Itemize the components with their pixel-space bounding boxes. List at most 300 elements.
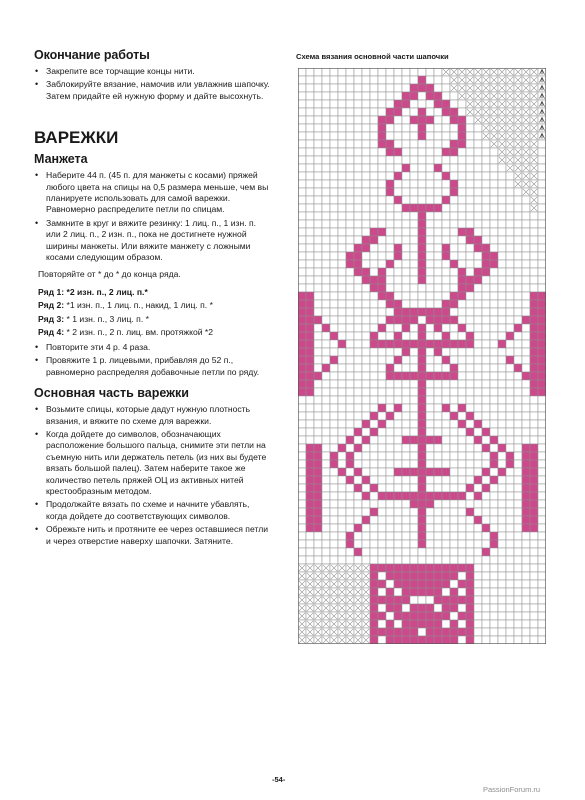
chart-cell (514, 316, 522, 324)
chart-cell (386, 452, 394, 460)
chart-cell (458, 452, 466, 460)
chart-cell (386, 180, 394, 188)
chart-cell (450, 252, 458, 260)
chart-cell (418, 340, 426, 348)
chart-cell (338, 300, 346, 308)
chart-cell (394, 484, 402, 492)
chart-cell (482, 212, 490, 220)
chart-cell (482, 340, 490, 348)
chart-cell (482, 476, 490, 484)
chart-cell (522, 284, 530, 292)
chart-cell (498, 164, 506, 172)
chart-cell (402, 356, 410, 364)
chart-cell (362, 492, 370, 500)
chart-cell (322, 436, 330, 444)
chart-cell (498, 332, 506, 340)
chart-cell (466, 332, 474, 340)
chart-cell (514, 596, 522, 604)
chart-cell (362, 332, 370, 340)
chart-cell (314, 324, 322, 332)
chart-cell (298, 100, 306, 108)
chart-cell (394, 548, 402, 556)
chart-cell (370, 572, 378, 580)
chart-cell (362, 388, 370, 396)
chart-cell (378, 348, 386, 356)
chart-cell (442, 316, 450, 324)
chart-cell (394, 380, 402, 388)
chart-cell (466, 156, 474, 164)
chart-cell (394, 580, 402, 588)
chart-cell (330, 340, 338, 348)
chart-cell (466, 548, 474, 556)
chart-cell (490, 396, 498, 404)
chart-cell (442, 116, 450, 124)
chart-cell (410, 116, 418, 124)
chart-cell (354, 492, 362, 500)
chart-cell (442, 628, 450, 636)
chart-cell (402, 388, 410, 396)
chart-cell (426, 516, 434, 524)
chart-cell (490, 484, 498, 492)
chart-cell (370, 220, 378, 228)
chart-cell (506, 484, 514, 492)
chart-cell (538, 524, 546, 532)
chart-cell (298, 388, 306, 396)
chart-cell (530, 236, 538, 244)
chart-cell (522, 564, 530, 572)
chart-cell (330, 156, 338, 164)
chart-cell (298, 468, 306, 476)
chart-cell (378, 412, 386, 420)
chart-cell (466, 228, 474, 236)
chart-cell (306, 524, 314, 532)
chart-cell (346, 284, 354, 292)
chart-cell (322, 76, 330, 84)
chart-cell (314, 68, 322, 76)
chart-cell (458, 556, 466, 564)
chart-cell (338, 132, 346, 140)
chart-cell (490, 188, 498, 196)
chart-cell (322, 420, 330, 428)
chart-cell (434, 548, 442, 556)
chart-cell (434, 596, 442, 604)
chart-cell (434, 236, 442, 244)
chart-cell (410, 180, 418, 188)
chart-cell (466, 564, 474, 572)
chart-cell (490, 172, 498, 180)
chart-cell (346, 356, 354, 364)
chart-cell (306, 292, 314, 300)
chart-cell (514, 532, 522, 540)
chart-cell (514, 188, 522, 196)
chart-cell (498, 276, 506, 284)
chart-cell (466, 164, 474, 172)
chart-cell (354, 220, 362, 228)
cuff-title: Манжета (34, 152, 88, 167)
chart-cell (370, 500, 378, 508)
chart-cell (394, 228, 402, 236)
chart-cell (426, 436, 434, 444)
chart-cell (298, 300, 306, 308)
chart-cell (338, 548, 346, 556)
chart-cell (386, 532, 394, 540)
main-part-list (34, 404, 272, 547)
chart-cell (298, 204, 306, 212)
chart-cell (458, 316, 466, 324)
chart-cell (386, 500, 394, 508)
chart-cell (322, 484, 330, 492)
chart-cell (298, 532, 306, 540)
chart-cell (394, 404, 402, 412)
chart-cell (386, 364, 394, 372)
chart-cell (298, 324, 306, 332)
chart-cell (394, 100, 402, 108)
chart-cell (378, 596, 386, 604)
chart-cell (362, 380, 370, 388)
chart-cell (418, 172, 426, 180)
chart-cell (434, 84, 442, 92)
main-part-title: Основная часть варежки (34, 386, 189, 401)
chart-cell (426, 236, 434, 244)
chart-cell (426, 492, 434, 500)
chart-cell (474, 268, 482, 276)
chart-cell (410, 556, 418, 564)
chart-cell (330, 380, 338, 388)
chart-cell (514, 612, 522, 620)
chart-cell (490, 596, 498, 604)
chart-cell (330, 444, 338, 452)
chart-cell (426, 76, 434, 84)
chart-cell (522, 444, 530, 452)
chart-cell (306, 220, 314, 228)
chart-cell (354, 212, 362, 220)
chart-cell (298, 212, 306, 220)
chart-cell (418, 284, 426, 292)
chart-cell (450, 428, 458, 436)
chart-cell (426, 404, 434, 412)
chart-cell (394, 252, 402, 260)
chart-cell (330, 388, 338, 396)
chart-cell (538, 292, 546, 300)
chart-cell (314, 116, 322, 124)
chart-cell (322, 396, 330, 404)
chart-cell (298, 172, 306, 180)
chart-cell (442, 420, 450, 428)
chart-cell (346, 396, 354, 404)
chart-cell (442, 548, 450, 556)
chart-cell (466, 508, 474, 516)
chart-cell (306, 164, 314, 172)
chart-cell (354, 396, 362, 404)
chart-cell (314, 108, 322, 116)
chart-cell (346, 460, 354, 468)
chart-cell (410, 148, 418, 156)
chart-cell (522, 300, 530, 308)
chart-cell (298, 92, 306, 100)
chart-cell (506, 364, 514, 372)
chart-cell (482, 460, 490, 468)
chart-cell (522, 460, 530, 468)
chart-cell (322, 68, 330, 76)
chart-cell (378, 620, 386, 628)
chart-cell (410, 124, 418, 132)
chart-cell (402, 612, 410, 620)
chart-cell (378, 332, 386, 340)
chart-cell (418, 140, 426, 148)
chart-cell (410, 348, 418, 356)
chart-cell (322, 172, 330, 180)
chart-cell (402, 308, 410, 316)
chart-cell (378, 148, 386, 156)
chart-cell (338, 76, 346, 84)
chart-cell (330, 148, 338, 156)
chart-cell (298, 252, 306, 260)
chart-cell (514, 228, 522, 236)
chart-cell (458, 140, 466, 148)
chart-cell (370, 556, 378, 564)
chart-cell (410, 404, 418, 412)
chart-cell (330, 100, 338, 108)
chart-cell (442, 380, 450, 388)
chart-cell (314, 140, 322, 148)
chart-cell (418, 300, 426, 308)
chart-cell (314, 292, 322, 300)
chart-cell (346, 508, 354, 516)
chart-cell (498, 300, 506, 308)
chart-cell (362, 180, 370, 188)
chart-cell (434, 500, 442, 508)
chart-cell (330, 316, 338, 324)
chart-cell (506, 500, 514, 508)
chart-cell (426, 540, 434, 548)
chart-cell (394, 596, 402, 604)
chart-cell (426, 420, 434, 428)
chart-cell (306, 356, 314, 364)
chart-cell (418, 276, 426, 284)
chart-cell (370, 404, 378, 412)
chart-cell (306, 204, 314, 212)
chart-cell (442, 100, 450, 108)
chart-cell (402, 428, 410, 436)
chart-cell (450, 476, 458, 484)
chart-cell (362, 212, 370, 220)
chart-cell (498, 524, 506, 532)
chart-cell (354, 300, 362, 308)
chart-cell (442, 372, 450, 380)
chart-cell (538, 180, 546, 188)
chart-cell (346, 340, 354, 348)
chart-cell (354, 364, 362, 372)
chart-cell (330, 420, 338, 428)
chart-cell (506, 524, 514, 532)
chart-cell (426, 332, 434, 340)
chart-cell (466, 556, 474, 564)
chart-cell (442, 92, 450, 100)
chart-cell (530, 540, 538, 548)
chart-cell (474, 580, 482, 588)
chart-cell (434, 404, 442, 412)
chart-cell (402, 148, 410, 156)
chart-cell (362, 524, 370, 532)
chart-cell (426, 356, 434, 364)
chart-cell (402, 508, 410, 516)
chart-cell (514, 236, 522, 244)
chart-cell (338, 292, 346, 300)
chart-cell (514, 500, 522, 508)
chart-cell (378, 564, 386, 572)
chart-cell (298, 156, 306, 164)
chart-cell (538, 580, 546, 588)
chart-cell (346, 156, 354, 164)
chart-cell (386, 228, 394, 236)
chart-cell (394, 436, 402, 444)
chart-cell (538, 260, 546, 268)
chart-cell (450, 188, 458, 196)
chart-cell (514, 588, 522, 596)
list-item: • Замкните в круг и вяжите резинку: 1 лиц. п., 1 изн. п. или 2 лиц. п., 2 изн. п., пока не достигнете нужной ширины манжеты. Или вяжите манжету с ложными косами следующим образом. (34, 218, 272, 264)
chart-cell (418, 564, 426, 572)
chart-cell (410, 300, 418, 308)
chart-cell (458, 508, 466, 516)
chart-cell (322, 556, 330, 564)
chart-cell (306, 228, 314, 236)
chart-cell (498, 428, 506, 436)
chart-cell (346, 228, 354, 236)
chart-cell (298, 412, 306, 420)
chart-cell (402, 628, 410, 636)
chart-cell (322, 532, 330, 540)
chart-cell (466, 276, 474, 284)
chart-cell (298, 148, 306, 156)
chart-cell (482, 404, 490, 412)
chart-cell (522, 508, 530, 516)
chart-cell (418, 148, 426, 156)
chart-cell (474, 596, 482, 604)
chart-cell (410, 188, 418, 196)
chart-cell (490, 364, 498, 372)
chart-cell (490, 372, 498, 380)
chart-cell (394, 132, 402, 140)
chart-cell (442, 76, 450, 84)
chart-cell (490, 316, 498, 324)
chart-cell (378, 484, 386, 492)
chart-cell (386, 468, 394, 476)
chart-cell (362, 156, 370, 164)
chart-cell (370, 476, 378, 484)
chart-cell (498, 252, 506, 260)
chart-cell (410, 628, 418, 636)
chart-cell (354, 524, 362, 532)
chart-cell (394, 196, 402, 204)
chart-cell (434, 148, 442, 156)
chart-cell (522, 492, 530, 500)
chart-cell (490, 492, 498, 500)
chart-cell (530, 300, 538, 308)
chart-cell (410, 356, 418, 364)
chart-cell (314, 372, 322, 380)
chart-cell (442, 500, 450, 508)
chart-cell (458, 580, 466, 588)
chart-cell (466, 452, 474, 460)
chart-cell (490, 180, 498, 188)
chart-cell (314, 404, 322, 412)
chart-cell (362, 108, 370, 116)
chart-cell (322, 388, 330, 396)
chart-cell (386, 396, 394, 404)
chart-cell (354, 228, 362, 236)
chart-cell (362, 228, 370, 236)
chart-cell (490, 540, 498, 548)
chart-cell (346, 524, 354, 532)
chart-cell (474, 628, 482, 636)
chart-cell (442, 276, 450, 284)
chart-cell (402, 348, 410, 356)
chart-cell (482, 556, 490, 564)
chart-cell (386, 516, 394, 524)
chart-cell (354, 172, 362, 180)
chart-cell (442, 348, 450, 356)
chart-cell (418, 260, 426, 268)
chart-cell (426, 196, 434, 204)
chart-cell (490, 556, 498, 564)
chart-cell (530, 636, 538, 644)
chart-cell (498, 612, 506, 620)
chart-cell (442, 516, 450, 524)
chart-cell (346, 268, 354, 276)
chart-cell (482, 628, 490, 636)
chart-cell (418, 388, 426, 396)
chart-cell (522, 356, 530, 364)
chart-cell (386, 372, 394, 380)
chart-cell (402, 316, 410, 324)
chart-cell (386, 148, 394, 156)
chart-cell (466, 412, 474, 420)
list-item: • Наберите 44 п. (45 п. для манжеты с косами) пряжей любого цвета на спицы на 0,5 размера меньше, чем вы планируете использовать для самой варежки. Равномерно распределите петли по спицам. (34, 170, 272, 216)
chart-cell (386, 356, 394, 364)
chart-cell (402, 404, 410, 412)
chart-cell (330, 220, 338, 228)
chart-cell (498, 460, 506, 468)
chart-cell (458, 572, 466, 580)
chart-cell (330, 412, 338, 420)
chart-cell (346, 124, 354, 132)
chart-cell (354, 428, 362, 436)
chart-cell (306, 452, 314, 460)
chart-cell (434, 588, 442, 596)
chart-cell (346, 84, 354, 92)
chart-cell (322, 132, 330, 140)
chart-cell (426, 428, 434, 436)
chart-cell (522, 604, 530, 612)
chart-cell (426, 92, 434, 100)
chart-cell (394, 540, 402, 548)
chart-cell (362, 140, 370, 148)
chart-cell (354, 188, 362, 196)
chart-cell (538, 244, 546, 252)
chart-cell (434, 604, 442, 612)
chart-cell (482, 388, 490, 396)
chart-cell (354, 284, 362, 292)
chart-cell (418, 524, 426, 532)
chart-cell (418, 108, 426, 116)
chart-cell (378, 116, 386, 124)
chart-cell (306, 140, 314, 148)
chart-cell (306, 316, 314, 324)
chart-cell (442, 612, 450, 620)
chart-cell (346, 196, 354, 204)
chart-cell (322, 148, 330, 156)
chart-cell (434, 356, 442, 364)
